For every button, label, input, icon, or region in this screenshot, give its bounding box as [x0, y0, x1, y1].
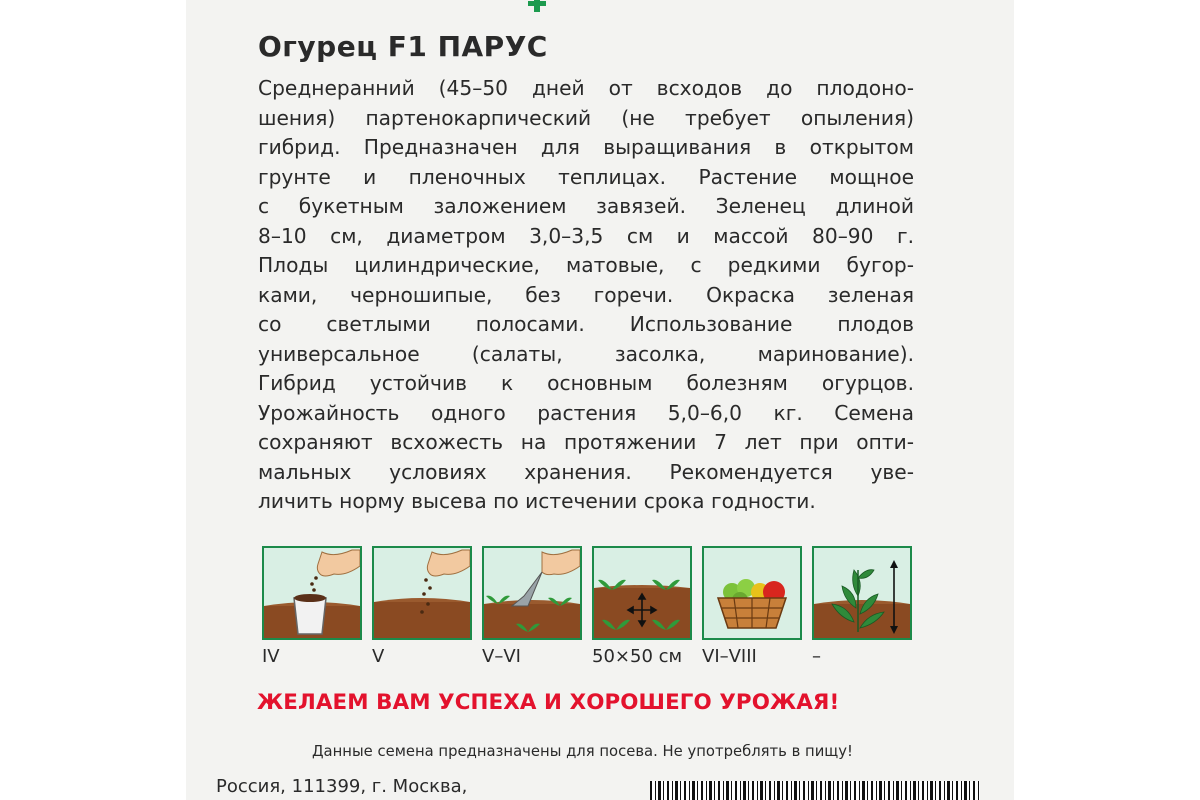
icon-label: V–VI [482, 646, 521, 667]
product-title: Огурец F1 ПАРУС [258, 30, 548, 63]
description-line: Плоды цилиндрические, матовые, с редкими бугор- [258, 253, 914, 277]
barcode [650, 781, 980, 800]
icon-cell-sowing-pot [262, 546, 362, 667]
harvest-basket-icon [704, 548, 800, 638]
icon-label: – [812, 646, 821, 667]
planting-scheme-icon [594, 548, 690, 638]
icon-label: V [372, 646, 385, 667]
description-line: с букетным заложением завязей. Зеленец длиной [258, 194, 914, 218]
consumption-warning: Данные семена предназначены для посева. Не употреблять в пищу! [312, 743, 853, 760]
description-line: со светлыми полосами. Использование плодов [258, 312, 914, 336]
description-line: сохраняют всхожесть на протяжении 7 лет при опти- [258, 430, 914, 454]
description-line: ками, черношипые, без горечи. Окраска зеленая [258, 282, 914, 307]
transplanting-icon [484, 548, 580, 638]
description-line: мальных условиях хранения. Рекомендуется уве- [258, 459, 914, 484]
description-line: универсальное (салаты, засолка, маринование). [258, 341, 914, 366]
description-line: грунте и пленочных теплицах. Растение мощное [258, 164, 914, 189]
icon-cell-plant-height [812, 546, 912, 667]
plant-height-icon [814, 548, 910, 638]
manufacturer-address: Россия, 111399, г. Москва, [216, 776, 468, 797]
sowing-in-ground-icon [374, 548, 470, 638]
icon-label: IV [262, 646, 280, 667]
icon-label: VI–VIII [702, 646, 757, 667]
description-line: личить норму высева по истечении срока годности. [258, 489, 816, 513]
description-line: Урожайность одного растения 5,0–6,0 кг. Семена [258, 400, 914, 425]
brand-cross-icon [526, 0, 548, 12]
sowing-in-pot-icon [264, 548, 360, 638]
description-line: Среднеранний (45–50 дней от всходов до плодоно- [258, 76, 914, 100]
description-line: 8–10 см, диаметром 3,0–3,5 см и массой 80–90 г. [258, 223, 914, 248]
description-line: Гибрид устойчив к основным болезням огурцов. [258, 371, 914, 395]
icon-cell-transplanting [482, 546, 582, 667]
growing-icons-row [262, 546, 912, 676]
icon-cell-sowing-ground [372, 546, 472, 667]
description-line: гибрид. Предназначен для выращивания в открытом [258, 135, 914, 159]
product-description [258, 74, 914, 517]
icon-cell-harvest [702, 546, 802, 667]
description-line: шения) партенокарпический (не требует опыления) [258, 105, 914, 130]
icon-cell-planting-scheme [592, 546, 692, 667]
slogan: ЖЕЛАЕМ ВАМ УСПЕХА И ХОРОШЕГО УРОЖАЯ! [257, 690, 840, 715]
icon-label: 50×50 см [592, 646, 683, 667]
